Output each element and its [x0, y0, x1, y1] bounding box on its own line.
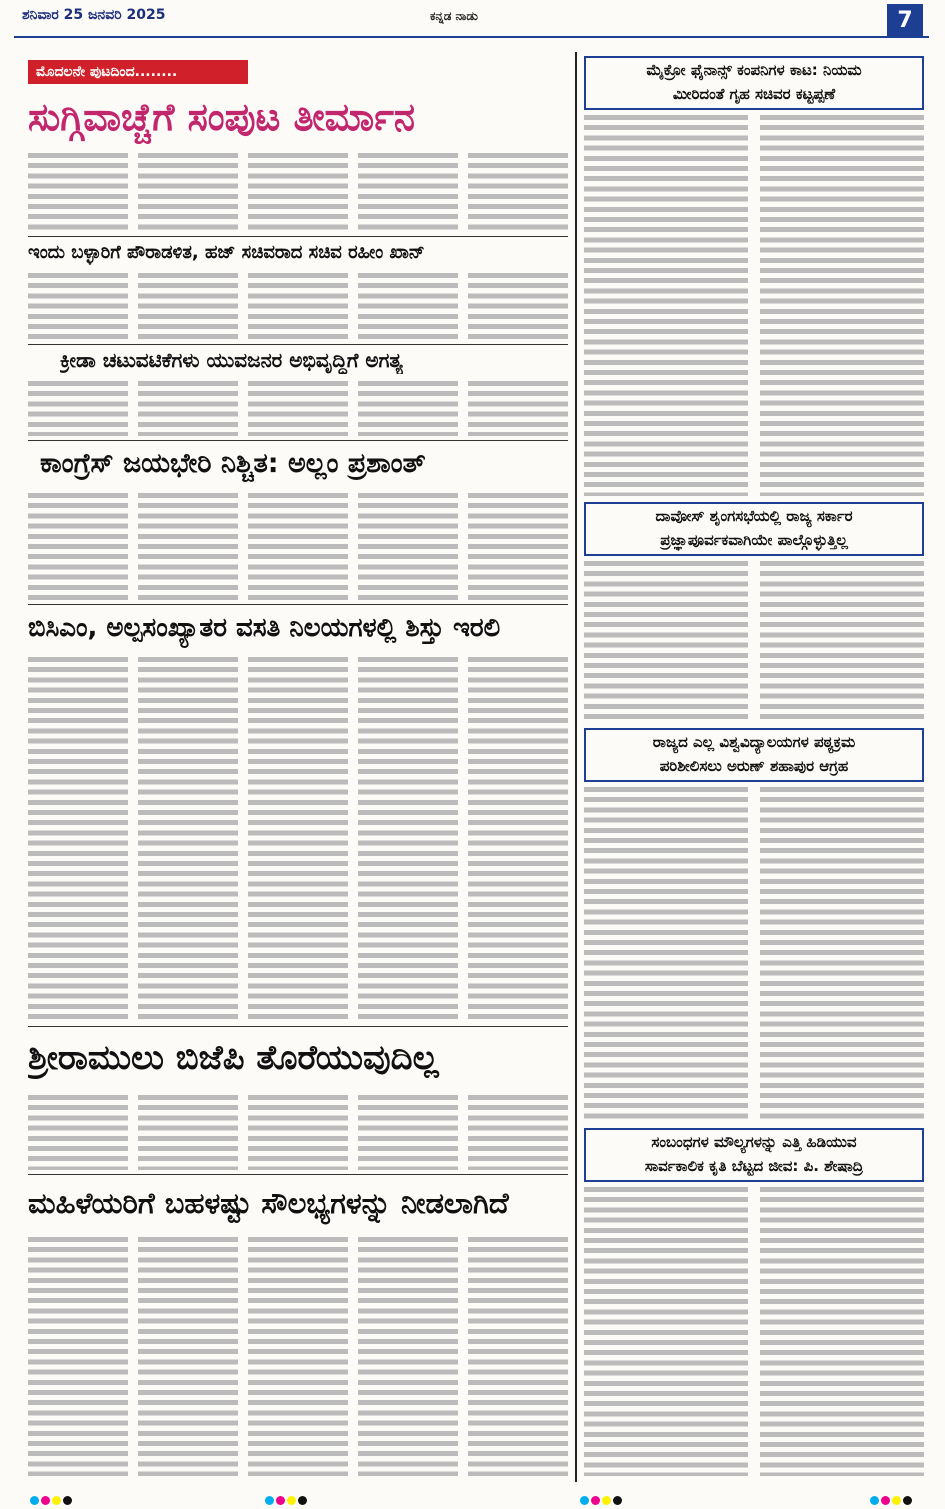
- headline-box-microfinance: [584, 56, 924, 110]
- story-body-5: [28, 654, 568, 1024]
- headline-sriramulu: ಶ್ರೀರಾಮುಲು ಬಿಜೆಪಿ ತೊರೆಯುವುದಿಲ್ಲ: [28, 1038, 439, 1078]
- story-body-7: [28, 1234, 568, 1476]
- print-registration-marks: [580, 1490, 624, 1509]
- print-registration-marks: [265, 1490, 309, 1509]
- divider: [28, 236, 568, 237]
- headline-box-book: [584, 1128, 924, 1182]
- divider: [28, 1026, 568, 1027]
- story-body-1: [28, 150, 568, 230]
- divider: [28, 440, 568, 441]
- divider: [28, 344, 568, 345]
- print-registration-marks: [30, 1490, 74, 1509]
- headline-davos-line1: ದಾವೋಸ್ ಶೃಂಗಸಭೆಯಲ್ಲಿ ರಾಜ್ಯ ಸರ್ಕಾರ: [655, 507, 853, 525]
- headline-sports: ಕ್ರೀಡಾ ಚಟುವಟಿಕೆಗಳು ಯುವಜನರ ಅಭಿವೃದ್ಧಿಗೆ ಅಗತ್ಯ: [60, 348, 403, 372]
- column-divider: [575, 52, 577, 1482]
- story-body-6: [28, 1092, 568, 1170]
- headline-congress: ಕಾಂಗ್ರೆಸ್ ಜಯಭೇರಿ ನಿಶ್ಚಿತ: ಅಲ್ಲಂ ಪ್ರಶಾಂತ್: [40, 448, 426, 479]
- print-registration-marks: [870, 1490, 914, 1509]
- story-body-r2: [584, 558, 924, 722]
- headline-microfinance-line2: ಮೀರಿದಂತೆ ಗೃಹ ಸಚಿವರ ಕಟ್ಟಪ್ಪಣೆ: [672, 85, 836, 103]
- divider: [28, 1174, 568, 1175]
- headline-box-syllabus: [584, 728, 924, 782]
- story-body-3: [28, 378, 568, 436]
- headline-syllabus-line2: ಪರಿಶೀಲಿಸಲು ಅರುಣ್ ಶಹಾಪುರ ಆಗ್ರಹ: [659, 757, 849, 775]
- story-body-r4: [584, 1184, 924, 1476]
- divider: [28, 604, 568, 605]
- issue-date: ಶನಿವಾರ 25 ಜನವರಿ 2025: [22, 7, 166, 23]
- headline-microfinance-line1: ಮೈಕ್ರೋ ಫೈನಾನ್ಸ್ ಕಂಪನಿಗಳ ಕಾಟ: ನಿಯಮ: [646, 61, 862, 79]
- headline-syllabus-line1: ರಾಜ್ಯದ ಎಲ್ಲ ವಿಶ್ವವಿದ್ಯಾಲಯಗಳ ಪಠ್ಯಕ್ರಮ: [652, 733, 856, 751]
- headline-box-davos: [584, 502, 924, 556]
- headline-hostels: ಬಿಸಿಎಂ, ಅಲ್ಪಸಂಖ್ಯಾತರ ವಸತಿ ನಿಲಯಗಳಲ್ಲಿ ಶಿಸ್ತು ಇರಲಿ: [28, 613, 501, 643]
- headline-women-benefits: ಮಹಿಳೆಯರಿಗೆ ಬಹಳಷ್ಟು ಸೌಲಭ್ಯಗಳನ್ನು ನೀಡಲಾಗಿದೆ: [28, 1186, 509, 1220]
- story-body-r3: [584, 784, 924, 1122]
- section-kicker: ಮೊದಲನೇ ಪುಟದಿಂದ........: [28, 60, 248, 84]
- header-rule: [14, 36, 929, 38]
- headline-sankranti: ಸುಗ್ಗಿವಾಚ್ಚೆಗೆ ಸಂಪುಟ ತೀರ್ಮಾನ: [28, 95, 416, 139]
- headline-davos-line2: ಪ್ರಜ್ಞಾಪೂರ್ವಕವಾಗಿಯೇ ಪಾಲ್ಗೊಳ್ಳುತ್ತಿಲ್ಲ: [660, 531, 848, 549]
- story-body-4: [28, 490, 568, 600]
- headline-rahim-khan: ಇಂದು ಬಳ್ಳಾರಿಗೆ ಪೌರಾಡಳಿತ, ಹಜ್ ಸಚಿವರಾದ ಸಚಿವ ರಹೀಂ ಖಾನ್: [28, 242, 425, 263]
- headline-book-line1: ಸಂಬಂಧಗಳ ಮೌಲ್ಯಗಳನ್ನು ಎತ್ತಿ ಹಿಡಿಯುವ: [651, 1133, 857, 1151]
- page-number: 7: [887, 4, 923, 38]
- story-body-2: [28, 270, 568, 340]
- headline-book-line2: ಸಾರ್ವಕಾಲಿಕ ಕೃತಿ ಬೆಟ್ಟದ ಜೀವ: ಪಿ. ಶೇಷಾದ್ರಿ: [644, 1157, 864, 1175]
- masthead: ಕನ್ನಡ ನಾಡು: [430, 9, 478, 23]
- story-body-r1: [584, 112, 924, 496]
